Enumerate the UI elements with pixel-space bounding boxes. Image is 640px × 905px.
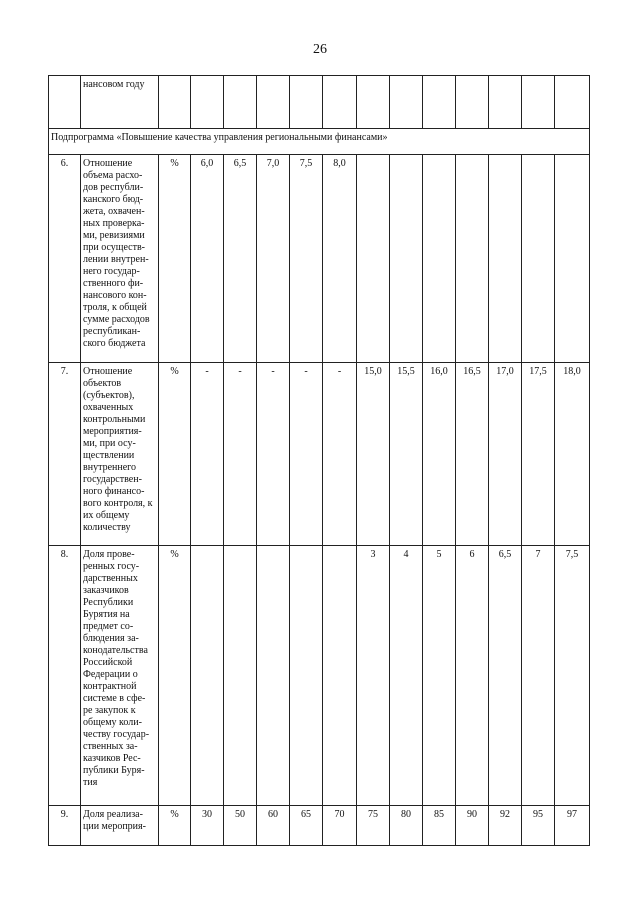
value-cell: - [257, 363, 290, 546]
table-row [49, 76, 590, 129]
subprogram-row [49, 129, 590, 155]
value-cell: 15,0 [357, 363, 390, 546]
row-unit: % [159, 363, 191, 546]
value-cell: - [224, 363, 257, 546]
value-cell: 17,0 [489, 363, 522, 546]
value-cell: 60 [257, 806, 290, 846]
value-cell: 16,5 [456, 363, 489, 546]
row-unit: % [159, 155, 191, 363]
value-cell: 16,0 [423, 363, 456, 546]
value-cell: 30 [191, 806, 224, 846]
value-cell: 65 [290, 806, 323, 846]
value-cell: 80 [390, 806, 423, 846]
table-row [49, 155, 590, 363]
row-name: Доля реализа- ции мероприя- [81, 806, 159, 846]
row-number-cell [49, 76, 81, 129]
value-cell: 3 [357, 546, 390, 806]
value-cell [555, 155, 590, 363]
value-cell: 92 [489, 806, 522, 846]
value-cell: 75 [357, 806, 390, 846]
row-number: 6. [49, 155, 81, 363]
value-cell [224, 546, 257, 806]
subprogram-title: Подпрограмма «Повышение качества управления региональными финансами» [49, 129, 590, 155]
value-cell: 6,5 [224, 155, 257, 363]
value-cell: 8,0 [323, 155, 357, 363]
page-number: 26 [313, 42, 327, 57]
value-cell: 7,5 [290, 155, 323, 363]
value-cell [456, 155, 489, 363]
value-cell [489, 155, 522, 363]
row-unit: % [159, 806, 191, 846]
row-number: 8. [49, 546, 81, 806]
value-cell: 15,5 [390, 363, 423, 546]
value-cell: 18,0 [555, 363, 590, 546]
row-name-cell [81, 76, 159, 129]
row-number: 7. [49, 363, 81, 546]
row-unit: % [159, 546, 191, 806]
value-cell: 7,5 [555, 546, 590, 806]
value-cell [323, 546, 357, 806]
value-cell [191, 546, 224, 806]
row-name: Доля прове- ренных госу- дарственных заказчиков Республики Бурятия на предмет со- блюдения за- конодательства Российской Федерации о контрактной системе в сфе- ре закупок к общему коли- честву государ- ственных за- казчиков Рес- публики Буря- тия [81, 546, 159, 806]
value-cell: - [323, 363, 357, 546]
value-cell: 7 [522, 546, 555, 806]
value-cell: 17,5 [522, 363, 555, 546]
row-name: Отношение объектов (субъектов), охваченных контрольными мероприятия- ми, при осу- ществлении внутреннего государствен- ного финансо- вого контроля, к их общему количеству [81, 363, 159, 546]
row-name: нансовом году [83, 79, 145, 90]
value-cell: - [191, 363, 224, 546]
row-number: 9. [49, 806, 81, 846]
value-cell [522, 155, 555, 363]
value-cell: 6 [456, 546, 489, 806]
value-cell: - [290, 363, 323, 546]
value-cell: 7,0 [257, 155, 290, 363]
value-cell: 6,5 [489, 546, 522, 806]
table-row [49, 806, 590, 846]
value-cell: 95 [522, 806, 555, 846]
indicators-table [48, 75, 590, 846]
value-cell: 6,0 [191, 155, 224, 363]
value-cell: 70 [323, 806, 357, 846]
value-cell [357, 155, 390, 363]
table-row [49, 546, 590, 806]
value-cell [423, 155, 456, 363]
value-cell [290, 546, 323, 806]
value-cell: 50 [224, 806, 257, 846]
value-cell: 5 [423, 546, 456, 806]
value-cell: 97 [555, 806, 590, 846]
row-name: Отношение объема расхо- дов республи- канского бюд- жета, охвачен- ных проверка- ми, ревизиями при осуществ- лении внутрен- него государ- ственного фи- нансового кон- троля, к общей сумме расходов республикан- ского бюджета [81, 155, 159, 363]
value-cell [390, 155, 423, 363]
value-cell: 85 [423, 806, 456, 846]
value-cell: 90 [456, 806, 489, 846]
value-cell: 4 [390, 546, 423, 806]
table-row [49, 363, 590, 546]
value-cell [257, 546, 290, 806]
